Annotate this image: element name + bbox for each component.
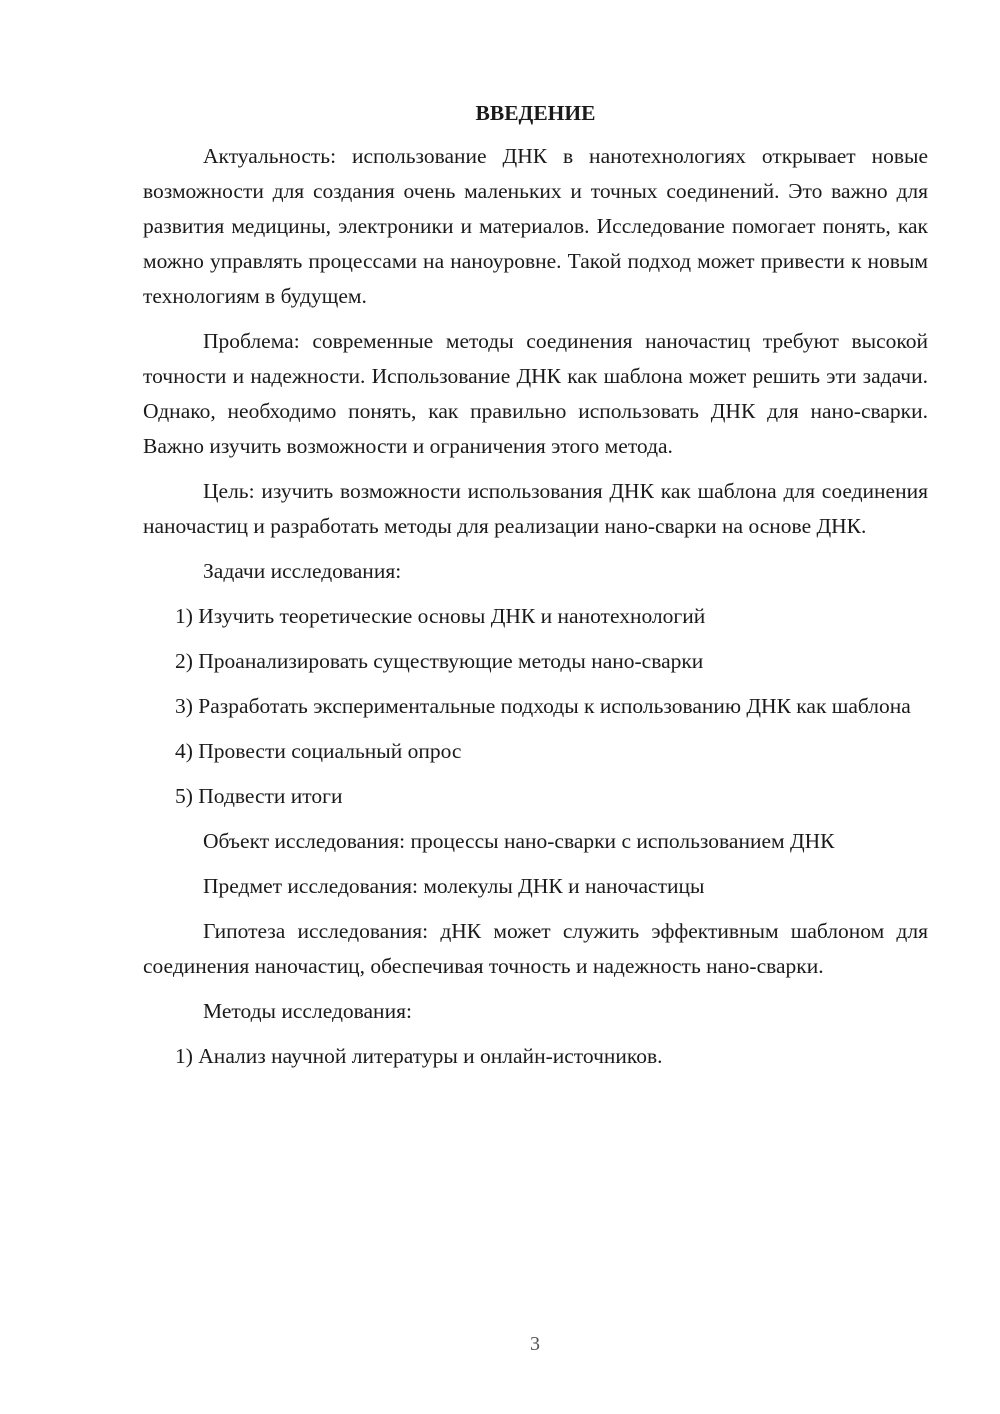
task-item: 4) Провести социальный опрос [175,739,462,763]
document-page [143,96,928,1084]
method-item: 1) Анализ научной литературы и онлайн-источников. [175,1044,663,1068]
task-item: 1) Изучить теоретические основы ДНК и нанотехнологий [175,604,706,628]
task-item: 2) Проанализировать существующие методы нано-сварки [175,649,704,673]
tasks-heading: Задачи исследования: [203,559,402,583]
object-paragraph: Объект исследования: процессы нано-сварки с использованием ДНК [203,829,835,853]
hypothesis-paragraph: Гипотеза исследования: дНК может служить эффективным шаблоном для соединения наночастиц, обеспечивая точность и надежность нано-сварки. [143,919,928,978]
methods-heading: Методы исследования: [203,999,412,1023]
task-item: 3) Разработать экспериментальные подходы к использованию ДНК как шаблона [175,694,911,718]
page-number: 3 [530,1333,540,1355]
relevance-paragraph: Актуальность: использование ДНК в нанотехнологиях открывает новые возможности для создания очень маленьких и точных соединений. Это важно для развития медицины, электроники и материалов. Исследование помогает понять, как можно управлять процессами на наноуровне. Такой подход может привести к новым технологиям в будущем. [143,144,928,308]
goal-paragraph: Цель: изучить возможности использования ДНК как шаблона для соединения наночастиц и разработать методы для реализации нано-сварки на основе ДНК. [143,479,928,538]
section-title: ВВЕДЕНИЕ [475,101,596,125]
task-item: 5) Подвести итоги [175,784,343,808]
subject-paragraph: Предмет исследования: молекулы ДНК и наночастицы [203,874,705,898]
problem-paragraph: Проблема: современные методы соединения наночастиц требуют высокой точности и надежности. Использование ДНК как шаблона может решить эти задачи. Однако, необходимо понять, как правильно использовать ДНК для нано-сварки. Важно изучить возможности и ограничения этого метода. [143,329,928,458]
